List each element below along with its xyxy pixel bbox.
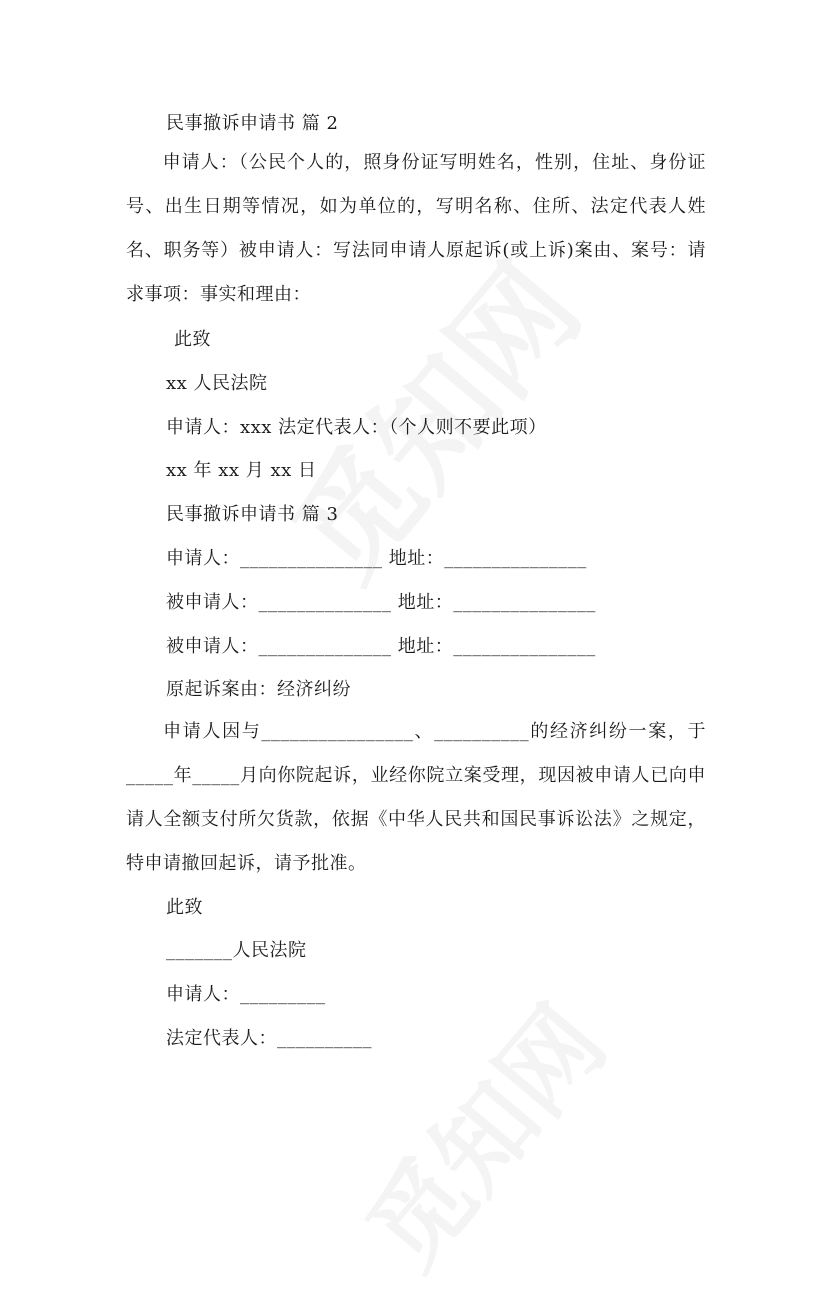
court-2: xx 人民法院 — [166, 373, 268, 394]
date-2: xx 年 xx 月 xx 日 — [166, 460, 317, 481]
respondent-row-1: 被申请人：______________ 地址：_______________ — [166, 592, 596, 613]
watermark — [328, 971, 631, 1293]
applicant-row: 申请人：_______________ 地址：_______________ — [166, 548, 587, 569]
closing-2: 此致 — [174, 329, 211, 350]
legal-rep-3: 法定代表人：__________ — [166, 1028, 372, 1049]
court-3: _______人民法院 — [166, 940, 307, 961]
section-title-3: 民事撤诉申请书 篇 3 — [166, 504, 339, 525]
paragraph-2: 申请人：（公民个人的，照身份证写明姓名，性别，住址、身份证号、出生日期等情况，如为单位的，写明名称、住所、法定代表人姓名、职务等）被申请人：写法同申请人原起诉(或上诉)案由、案号：请求事项：事实和理由： — [126, 152, 706, 305]
paragraph-3: 申请人因与________________、__________的经济纠纷一案，于_____年_____月向你院起诉，业经你院立案受理，现因被申请人已向申请人全额支付所欠货款，依据《中华人民共和国民事诉讼法》之规定，特申请撤回起诉，请予批准。 — [126, 721, 706, 874]
respondent-row-2: 被申请人：______________ 地址：_______________ — [166, 636, 596, 657]
signer-3: 申请人：_________ — [166, 984, 326, 1005]
section-title-2: 民事撤诉申请书 篇 2 — [166, 113, 339, 134]
applicant-line-2: 申请人：xxx 法定代表人：（个人则不要此项） — [166, 417, 547, 438]
case-cause: 原起诉案由：经济纠纷 — [166, 679, 351, 700]
closing-3: 此致 — [166, 897, 203, 918]
